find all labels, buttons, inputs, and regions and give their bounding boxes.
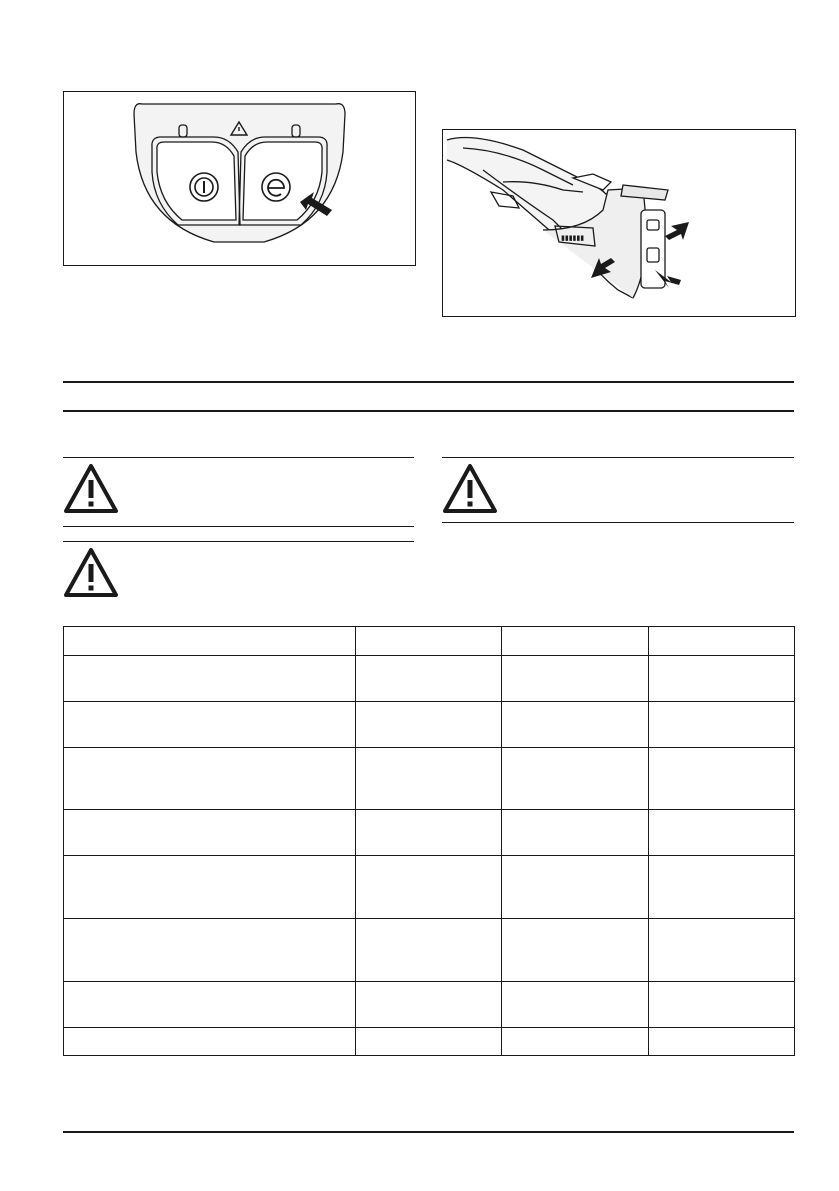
table-row — [64, 982, 795, 1028]
table-cell — [649, 856, 795, 919]
table-cell — [64, 919, 356, 982]
table-cell — [356, 656, 502, 702]
table-row — [64, 702, 795, 748]
warning-box-rule — [63, 541, 414, 542]
table-cell — [356, 702, 502, 748]
table-cell — [356, 919, 502, 982]
warning-box — [442, 462, 498, 519]
table-row — [64, 1028, 795, 1056]
table-cell — [64, 702, 356, 748]
table-header-cell — [502, 627, 649, 656]
table-header-row — [64, 627, 795, 656]
table-cell — [356, 982, 502, 1028]
power-icon — [190, 173, 218, 201]
table-cell — [649, 702, 795, 748]
warning-box-rule — [442, 457, 794, 458]
table-cell — [502, 919, 649, 982]
warning-box-rule — [63, 526, 414, 527]
warning-box — [63, 546, 119, 603]
warning-box — [63, 462, 119, 519]
control-panel-figure — [63, 91, 416, 266]
warning-box-rule — [442, 522, 794, 523]
table-cell — [649, 982, 795, 1028]
svg-text:▮▮▮▮▮▮: ▮▮▮▮▮▮ — [561, 235, 585, 242]
maintenance-table — [63, 626, 795, 1056]
section-rule-bottom — [63, 410, 794, 412]
table-row — [64, 656, 795, 702]
table-cell — [356, 1028, 502, 1056]
table-cell — [502, 748, 649, 810]
section-rule-top — [63, 381, 794, 383]
table-row — [64, 919, 795, 982]
table-cell — [649, 810, 795, 856]
table-cell — [64, 1028, 356, 1056]
table-cell — [649, 748, 795, 810]
table-row — [64, 810, 795, 856]
table-cell — [64, 656, 356, 702]
table-header-cell — [64, 627, 356, 656]
warning-triangle-icon — [63, 462, 119, 514]
table-cell — [64, 982, 356, 1028]
table-cell — [356, 810, 502, 856]
footer-rule — [63, 1131, 794, 1133]
table-header-cell — [649, 627, 795, 656]
table-cell — [64, 856, 356, 919]
warning-triangle-icon — [442, 462, 498, 514]
table-cell — [502, 656, 649, 702]
table-cell — [502, 982, 649, 1028]
table-cell — [356, 856, 502, 919]
warning-triangle-icon — [63, 546, 119, 598]
table-cell — [502, 702, 649, 748]
battery-removal-figure — [442, 129, 796, 317]
table-cell — [649, 1028, 795, 1056]
table-cell — [502, 856, 649, 919]
table-cell — [649, 919, 795, 982]
table-row — [64, 856, 795, 919]
table-cell — [356, 748, 502, 810]
table-header-cell — [356, 627, 502, 656]
table-cell — [502, 810, 649, 856]
table-row — [64, 748, 795, 810]
table-cell — [64, 810, 356, 856]
eco-mode-icon — [262, 173, 290, 201]
table-cell — [64, 748, 356, 810]
warning-box-rule — [63, 457, 414, 458]
table-cell — [649, 656, 795, 702]
table-cell — [502, 1028, 649, 1056]
